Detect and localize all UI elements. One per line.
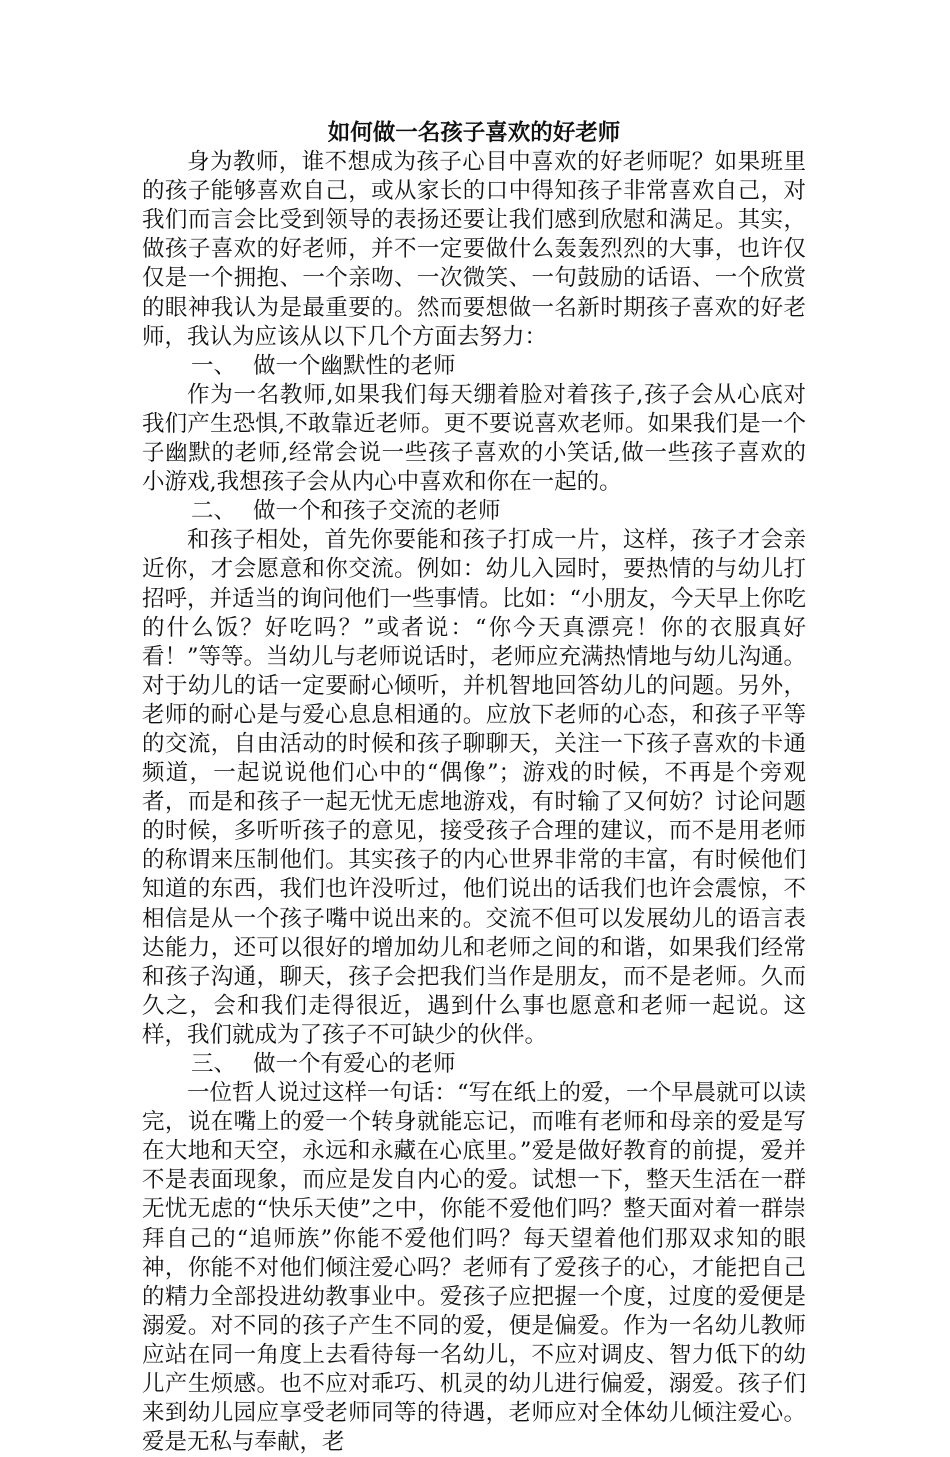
section-number: 一、 (191, 352, 237, 379)
section-heading-text: 做一个幽默性的老师 (253, 352, 456, 379)
section-number: 二、 (191, 498, 237, 525)
document-page (142, 119, 806, 1457)
section-heading-text: 做一个和孩子交流的老师 (253, 498, 501, 525)
section-heading-text: 做一个有爱心的老师 (253, 1051, 456, 1077)
section-number: 三、 (191, 1051, 237, 1077)
section-body-2: 和孩子相处，首先你要能和孩子打成一片，这样，孩子才会亲近你，才会愿意和你交流。例如：幼儿入园时，要热情的与幼儿打招呼，并适当的询问他们一些事情。比如：“小朋友，今天早上你吃的什么饭？好吃吗？”或者说：“你今天真漂亮！你的衣服真好看！”等等。当幼儿与老师说话时，老师应充满热情地与幼儿沟通。对于幼儿的话一定要耐心倾听，并机智地回答幼儿的问题。另外，老师的耐心是与爱心息息相通的。应放下老师的心态，和孩子平等的交流，自由活动的时候和孩子聊聊天，关注一下孩子喜欢的卡通频道，一起说说他们心中的“偶像”；游戏的时候，不再是个旁观者，而是和孩子一起无忧无虑地游戏，有时输了又何妨？讨论问题的时候，多听听孩子的意见，接受孩子合理的建议，而不是用老师的称谓来压制他们。其实孩子的内心世界非常的丰富，有时候他们知道的东西，我们也许没听过，他们说出的话我们也许会震惊，不相信是从一个孩子嘴中说出来的。交流不但可以发展幼儿的语言表达能力，还可以很好的增加幼儿和老师之间的和谐，如果我们经常和孩子沟通，聊天，孩子会把我们当作是朋友，而不是老师。久而久之，会和我们走得很近，遇到什么事也愿意和老师一起说。这样，我们就成为了孩子不可缺少的伙伴。 (142, 527, 807, 1048)
section-heading-2 (142, 497, 806, 526)
section-heading-3 (142, 1050, 806, 1079)
intro-paragraph: 身为教师，谁不想成为孩子心目中喜欢的好老师呢？如果班里的孩子能够喜欢自己，或从家长的口中得知孩子非常喜欢自己，对我们而言会比受到领导的表扬还要让我们感到欣慰和满足。其实，做孩子喜欢的好老师，并不一定要做什么轰轰烈烈的大事，也许仅仅是一个拥抱、一个亲吻、一次微笑、一句鼓励的话语、一个欣赏的眼神我认为是最重要的。然而要想做一名新时期孩子喜欢的好老师，我认为应该从以下几个方面去努力： (142, 149, 806, 350)
section-body-1: 作为一名教师,如果我们每天绷着脸对着孩子,孩子会从心底对我们产生恐惧,不敢靠近老师。更不要说喜欢老师。如果我们是一个子幽默的老师,经常会说一些孩子喜欢的小笑话,做一些孩子喜欢的小游戏,我想孩子会从内心中喜欢和你在一起的。 (142, 381, 806, 496)
document-title: 如何做一名孩子喜欢的好老师 (327, 120, 621, 146)
section-body-3: 一位哲人说过这样一句话：“写在纸上的爱，一个早晨就可以读完，说在嘴上的爱一个转身就能忘记，而唯有老师和母亲的爱是写在大地和天空，永远和永藏在心底里。”爱是做好教育的前提，爱并不是表面现象，而应是发自内心的爱。试想一下，整天生活在一群无忧无虑的“快乐天使”之中，你能不爱他们吗？整天面对着一群崇拜自己的“追师族”你能不爱他们吗？每天望着他们那双求知的眼神，你能不对他们倾注爱心吗？老师有了爱孩子的心，才能把自己的精力全部投进幼教事业中。爱孩子应把握一个度，过度的爱便是溺爱。对不同的孩子产生不同的爱，便是偏爱。作为一名幼儿教师应站在同一角度上去看待每一名幼儿，不应对调皮、智力低下的幼儿产生烦感。也不应对乖巧、机灵的幼儿进行偏爱，溺爱。孩子们来到幼儿园应享受老师同等的待遇，老师应对全体幼儿倾注爱心。爱是无私与奉献，老 (142, 1080, 807, 1456)
section-heading-1 (142, 352, 806, 381)
